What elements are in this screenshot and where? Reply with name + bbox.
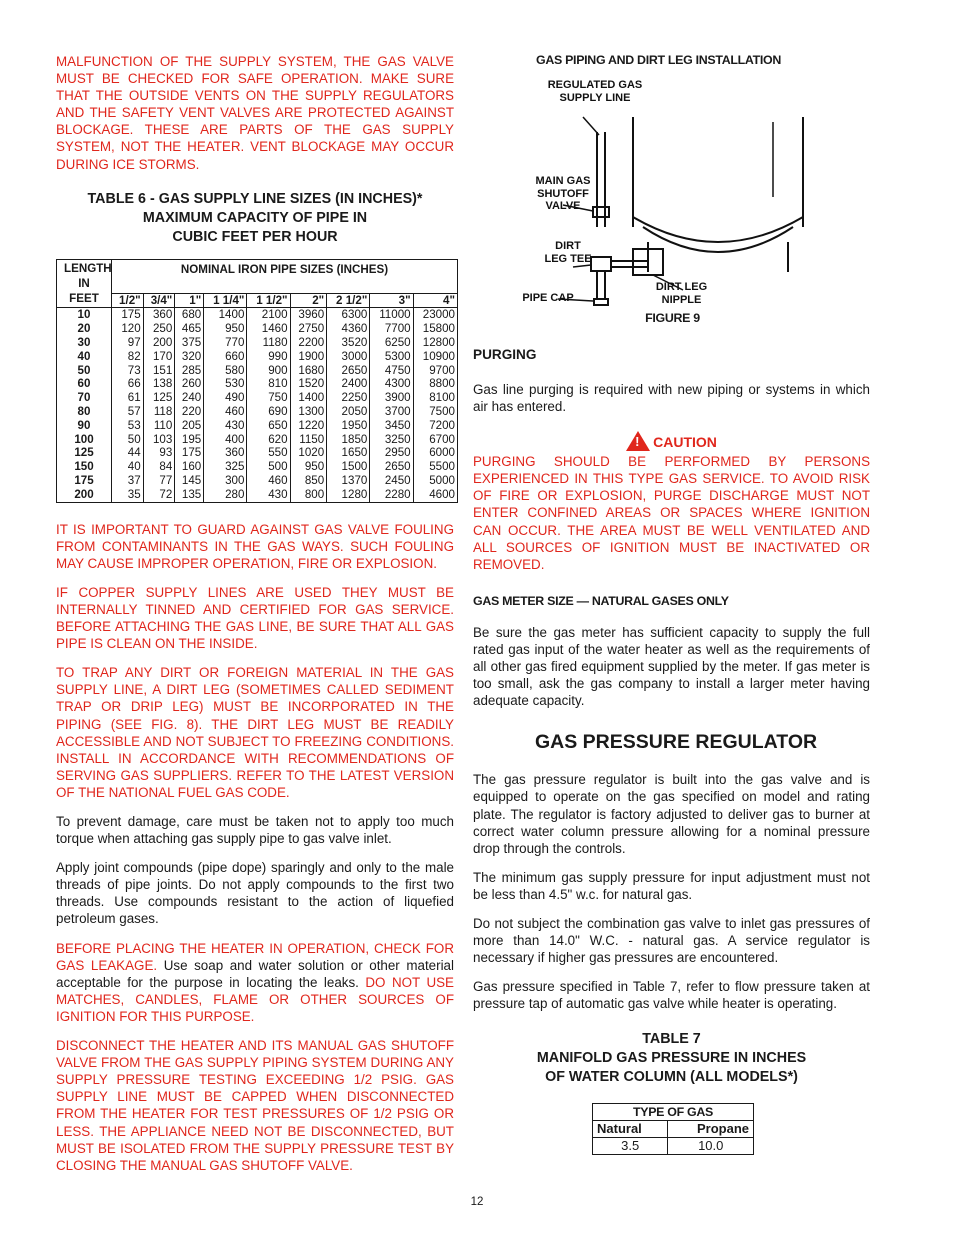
natural-header: Natural [593,1121,668,1138]
capacity-cell: 690 [247,405,290,419]
capacity-cell: 360 [204,446,247,460]
capacity-cell: 1220 [290,419,327,433]
capacity-cell: 1020 [290,446,327,460]
capacity-cell: 300 [204,474,247,488]
capacity-cell: 1650 [327,446,370,460]
pipe-size-header: 2" [290,293,327,308]
regulator-paragraph-4: Gas pressure specified in Table 7, refer to flow pressure taken at pressure tap of automatic gas valve while heater is operating. [473,979,870,1012]
length-cell: 20 [57,322,112,336]
capacity-cell: 145 [175,474,204,488]
capacity-cell: 360 [143,308,175,322]
capacity-cell: 580 [204,364,247,378]
capacity-cell: 2650 [370,460,413,474]
capacity-cell: 82 [112,350,144,364]
natural-value: 3.5 [593,1138,668,1155]
capacity-cell: 7200 [413,419,457,433]
table-row [57,322,458,336]
capacity-cell: 97 [112,336,144,350]
propane-header: Propane [668,1121,754,1138]
pipe-size-header: 3/4" [143,293,175,308]
capacity-cell: 660 [204,350,247,364]
supply-pipe [597,132,605,227]
capacity-cell: 2200 [290,336,327,350]
right-column [473,53,870,1155]
length-header-text: LENGTH IN FEET [64,262,112,306]
length-cell: 30 [57,336,112,350]
table7-title-line1: TABLE 7 [642,1031,701,1048]
capacity-cell: 375 [175,336,204,350]
pipe-size-row [57,293,458,308]
gas-supply-line-table [56,259,458,503]
capacity-cell: 1900 [290,350,327,364]
capacity-cell: 5500 [413,460,457,474]
capacity-cell: 118 [143,405,175,419]
capacity-cell: 950 [290,460,327,474]
capacity-cell: 8800 [413,377,457,391]
capacity-cell: 6300 [327,308,370,322]
capacity-cell: 240 [175,391,204,405]
table-row [57,391,458,405]
capacity-cell: 550 [247,446,290,460]
capacity-cell: 57 [112,405,144,419]
capacity-cell: 285 [175,364,204,378]
capacity-cell: 990 [247,350,290,364]
capacity-cell: 4750 [370,364,413,378]
pipe-size-header: 1 1/4" [204,293,247,308]
capacity-cell: 135 [175,488,204,502]
table-row [57,377,458,391]
regulator-paragraph-2: The minimum gas supply pressure for input adjustment must not be less than 4.5" w.c. for natural gas. [473,869,870,902]
capacity-cell: 66 [112,377,144,391]
table-row [57,446,458,460]
table6-title [56,190,454,247]
figure-caption: FIGURE 9 [645,311,700,325]
pipe-size-header: 1" [175,293,204,308]
table6-title-line1: TABLE 6 - GAS SUPPLY LINE SIZES (IN INCHES)* [87,190,423,207]
label-pipe-cap: PIPE CAP [522,292,574,304]
pipe-size-header: 3" [370,293,413,308]
capacity-cell: 3520 [327,336,370,350]
capacity-cell: 1950 [327,419,370,433]
capacity-cell: 3900 [370,391,413,405]
length-cell: 60 [57,377,112,391]
capacity-cell: 465 [175,322,204,336]
capacity-cell: 73 [112,364,144,378]
capacity-cell: 430 [204,419,247,433]
capacity-cell: 4300 [370,377,413,391]
capacity-cell: 460 [204,405,247,419]
table-row [57,460,458,474]
table-row [57,364,458,378]
regulator-heading: GAS PRESSURE REGULATOR [535,731,818,754]
capacity-cell: 1300 [290,405,327,419]
copper-warning: IF COPPER SUPPLY LINES ARE USED THEY MUST BE INTERNALLY TINNED AND CERTIFIED FOR GAS SERVICE. BEFORE ATTACHING THE GAS LINE, BE SURE THAT ALL GAS PIPE IS CLEAN ON THE INSIDE. [56,584,454,652]
table-row [57,474,458,488]
pipe-size-header: 1 1/2" [247,293,290,308]
table-row [57,488,458,502]
capacity-cell: 2400 [327,377,370,391]
capacity-cell: 680 [175,308,204,322]
capacity-cell: 7500 [413,405,457,419]
capacity-cell: 195 [175,433,204,447]
length-cell: 150 [57,460,112,474]
table6-title-line3: CUBIC FEET PER HOUR [172,228,338,245]
caution-label [473,431,870,451]
pipe-table-body [57,308,458,502]
table7-title-line3: OF WATER COLUMN (ALL MODELS*) [545,1069,798,1086]
capacity-cell: 950 [204,322,247,336]
capacity-cell: 3960 [290,308,327,322]
length-cell: 70 [57,391,112,405]
capacity-cell: 1400 [290,391,327,405]
capacity-cell: 120 [112,322,144,336]
capacity-cell: 37 [112,474,144,488]
capacity-cell: 53 [112,419,144,433]
capacity-cell: 5000 [413,474,457,488]
capacity-cell: 44 [112,446,144,460]
disconnect-warning: DISCONNECT THE HEATER AND ITS MANUAL GAS SHUTOFF VALVE FROM THE GAS SUPPLY PIPING SYSTEM DURING ANY SUPPLY PRESSURE TESTING EXCEEDING 1/2 PSIG. GAS SUPPLY LINE MUST BE CAPPED WHEN DISCONNECTED FROM THE HEATER FOR TEST PRESSURES OF 1/2 PSIG OR LESS. THE APPLIANCE NEED NOT BE DISCONNECTED, BUT MUST BE ISOLATED FROM THE SUPPLY PRESSURE TEST BY CLOSING THE MANUAL GAS SHUTOFF VALVE. [56,1038,454,1173]
table-row [57,419,458,433]
capacity-cell: 1370 [327,474,370,488]
capacity-cell: 8100 [413,391,457,405]
length-cell: 90 [57,419,112,433]
length-cell: 175 [57,474,112,488]
capacity-cell: 93 [143,446,175,460]
capacity-cell: 500 [247,460,290,474]
label-dirt-leg-tee: DIRT LEG TEE [544,240,592,265]
capacity-cell: 15800 [413,322,457,336]
capacity-cell: 1400 [204,308,247,322]
table6-title-line2: MAXIMUM CAPACITY OF PIPE IN [142,209,368,226]
regulator-paragraph-3: Do not subject the combination gas valve to inlet gas pressures of more than 14.0" W.C. - natural gas. A service regulator is necessary if higher gas pressures are encountered. [473,915,870,966]
capacity-cell: 2050 [327,405,370,419]
capacity-cell: 72 [143,488,175,502]
capacity-cell: 900 [247,364,290,378]
pipe-size-header: 2 1/2" [327,293,370,308]
capacity-cell: 1150 [290,433,327,447]
table-row [57,405,458,419]
capacity-cell: 10900 [413,350,457,364]
length-cell: 80 [57,405,112,419]
leak-check-red2: DO NOT USE MATCHES, CANDLES, FLAME OR OTHER SOURCES OF IGNITION FOR THIS PURPOSE. [56,974,454,1024]
capacity-cell: 138 [143,377,175,391]
nominal-header: NOMINAL IRON PIPE SIZES (INCHES) [112,259,458,293]
capacity-cell: 175 [112,308,144,322]
capacity-cell: 125 [143,391,175,405]
capacity-cell: 280 [204,488,247,502]
capacity-cell: 1520 [290,377,327,391]
tank-legs [648,242,788,272]
dirt-leg-tee [591,257,611,271]
capacity-cell: 35 [112,488,144,502]
inlet-pipe [611,261,648,267]
capacity-cell: 110 [143,419,175,433]
capacity-cell: 6700 [413,433,457,447]
capacity-cell: 250 [143,322,175,336]
dirt-leg-nipple-pipe [597,271,605,299]
capacity-cell: 3700 [370,405,413,419]
capacity-cell: 260 [175,377,204,391]
capacity-cell: 84 [143,460,175,474]
gas-meter-heading: GAS METER SIZE — NATURAL GASES ONLY [473,593,729,608]
dirt-leg-warning: TO TRAP ANY DIRT OR FOREIGN MATERIAL IN THE GAS SUPPLY LINE, A DIRT LEG (SOMETIMES CALLED SEDIMENT TRAP OR DRIP LEG) MUST BE INCORPORATED IN THE PIPING (SEE FIG. 8). THE DIRT LEG MUST BE READILY ACCESSIBLE AND NOT SUBJECT TO FREEZING CONDITIONS. INSTALL IN ACCORDANCE WITH RECOMMENDATIONS OF SERVING GAS SUPPLIERS. REFER TO THE LATEST VERSION OF THE NATIONAL FUEL GAS CODE. [56,665,454,800]
capacity-cell: 200 [143,336,175,350]
capacity-cell: 3450 [370,419,413,433]
gas-meter-text: Be sure the gas meter has sufficient capacity to supply the full rated gas input of the water heater as well as the requirements of all other gas fired equipment supplied by the meter. If gas meter is too small, ask the gas company to install a larger meter having adequate capacity. [473,624,870,709]
capacity-cell: 170 [143,350,175,364]
capacity-cell: 5300 [370,350,413,364]
regulator-paragraph-1: The gas pressure regulator is built into the gas valve and is equipped to operate on the gas specified on model and rating plate. The regulator is factory adjusted to deliver gas to burner at correct water column pressure allowing for a nominal pressure drop through the controls. [473,772,870,856]
purging-heading: PURGING [473,347,537,362]
pipe-size-header: 4" [413,293,457,308]
capacity-cell: 325 [204,460,247,474]
capacity-cell: 750 [247,391,290,405]
table7-title [473,1030,870,1087]
left-column [56,53,454,1174]
caution-label-text: CAUTION [653,434,717,451]
leak-check-black: Use soap and water solution or other material acceptable for the purpose in locating the leaks. [56,957,454,990]
capacity-cell: 7700 [370,322,413,336]
manifold-pressure-table [592,1103,754,1155]
capacity-cell: 6000 [413,446,457,460]
table-row [57,350,458,364]
leak-check-red: BEFORE PLACING THE HEATER IN OPERATION, CHECK FOR GAS LEAKAGE. [56,940,454,973]
capacity-cell: 151 [143,364,175,378]
label-regulated-supply: REGULATED GAS SUPPLY LINE [547,79,643,104]
capacity-cell: 220 [175,405,204,419]
joint-compound-note: Apply joint compounds (pipe dope) sparingly and only to the male threads of pipe joints. Do not apply compounds to the first two threads. Use compounds resistant to the action of liquefied petroleum gases. [56,860,454,927]
capacity-cell: 320 [175,350,204,364]
length-cell: 200 [57,488,112,502]
capacity-cell: 205 [175,419,204,433]
capacity-cell: 3250 [370,433,413,447]
capacity-cell: 50 [112,433,144,447]
capacity-cell: 11000 [370,308,413,322]
capacity-cell: 2250 [327,391,370,405]
capacity-cell: 4600 [413,488,457,502]
capacity-cell: 2100 [247,308,290,322]
label-dirt-leg-nipple: DIRT LEG NIPPLE [655,281,708,306]
warning-icon: ! [626,431,650,451]
capacity-cell: 490 [204,391,247,405]
capacity-cell: 4360 [327,322,370,336]
leak-check-note [56,940,454,1025]
capacity-cell: 2950 [370,446,413,460]
table-row [57,336,458,350]
capacity-cell: 6250 [370,336,413,350]
length-cell: 40 [57,350,112,364]
capacity-cell: 61 [112,391,144,405]
capacity-cell: 800 [290,488,327,502]
caution-text: PURGING SHOULD BE PERFORMED BY PERSONS EXPERIENCED IN THIS TYPE GAS SERVICE. TO AVOID RISK OF FIRE OR EXPLOSION, PURGE DISCHARGE MUST NOT ENTER CONFINED AREAS OR SPACES WHERE IGNITION CAN OCCUR. THE AREA MUST BE WELL VENTILATED AND ALL SOURCES OF IGNITION MUST BE INACTIVATED OR REMOVED. [473,454,870,572]
length-cell: 10 [57,308,112,322]
capacity-cell: 1280 [327,488,370,502]
capacity-cell: 12800 [413,336,457,350]
capacity-cell: 810 [247,377,290,391]
capacity-cell: 850 [290,474,327,488]
capacity-cell: 3000 [327,350,370,364]
capacity-cell: 103 [143,433,175,447]
capacity-cell: 9700 [413,364,457,378]
capacity-cell: 1500 [327,460,370,474]
purging-text: Gas line purging is required with new piping or systems in which air has entered. [473,382,870,415]
table-row [57,308,458,322]
capacity-cell: 770 [204,336,247,350]
malfunction-warning: MALFUNCTION OF THE SUPPLY SYSTEM, THE GAS VALVE MUST BE CHECKED FOR SAFE OPERATION. MAKE SURE THAT THE OUTSIDE VENTS ON THE SUPPLY REGULATORS AND THE SAFETY VENT VALVES ARE PROTECTED AGAINST BLOCKAGE. THESE ARE PARTS OF THE GAS SUPPLY SYSTEM, NOT THE HEATER. VENT BLOCKAGE MAY OCCUR DURING ICE STORMS. [56,54,454,172]
tank-base-curve [643,227,793,252]
length-cell: 50 [57,364,112,378]
label-main-shutoff: MAIN GAS SHUTOFF VALVE [535,175,591,212]
capacity-cell: 2450 [370,474,413,488]
length-cell: 125 [57,446,112,460]
capacity-cell: 40 [112,460,144,474]
capacity-cell: 2280 [370,488,413,502]
fouling-warning: IT IS IMPORTANT TO GUARD AGAINST GAS VALVE FOULING FROM CONTAMINANTS IN THE GAS WAYS. SUCH FOULING MAY CAUSE IMPROPER OPERATION, FIRE OR EXPLOSION. [56,521,454,571]
pipe-size-header: 1/2" [112,293,144,308]
propane-value: 10.0 [668,1138,754,1155]
leader-regulated [583,117,599,135]
table7-title-line2: MANIFOLD GAS PRESSURE IN INCHES [536,1050,807,1067]
capacity-cell: 460 [247,474,290,488]
pipe-cap [594,299,608,305]
capacity-cell: 430 [247,488,290,502]
tank-bottom-curve [633,217,803,242]
capacity-cell: 620 [247,433,290,447]
capacity-cell: 1680 [290,364,327,378]
capacity-cell: 1460 [247,322,290,336]
capacity-cell: 23000 [413,308,457,322]
figure-heading: GAS PIPING AND DIRT LEG INSTALLATION [536,53,782,67]
length-header [57,259,112,308]
leader-tee [573,265,591,267]
capacity-cell: 160 [175,460,204,474]
capacity-cell: 2750 [290,322,327,336]
capacity-cell: 530 [204,377,247,391]
gas-type-header: TYPE OF GAS [593,1104,754,1121]
capacity-cell: 1180 [247,336,290,350]
capacity-cell: 175 [175,446,204,460]
capacity-cell: 77 [143,474,175,488]
gas-piping-figure [473,77,870,307]
capacity-cell: 650 [247,419,290,433]
table-row [57,433,458,447]
capacity-cell: 1850 [327,433,370,447]
capacity-cell: 2650 [327,364,370,378]
torque-note: To prevent damage, care must be taken not to apply too much torque when attaching gas supply pipe to gas valve inlet. [56,814,454,847]
capacity-cell: 400 [204,433,247,447]
page-number: 12 [470,1196,484,1208]
length-cell: 100 [57,433,112,447]
